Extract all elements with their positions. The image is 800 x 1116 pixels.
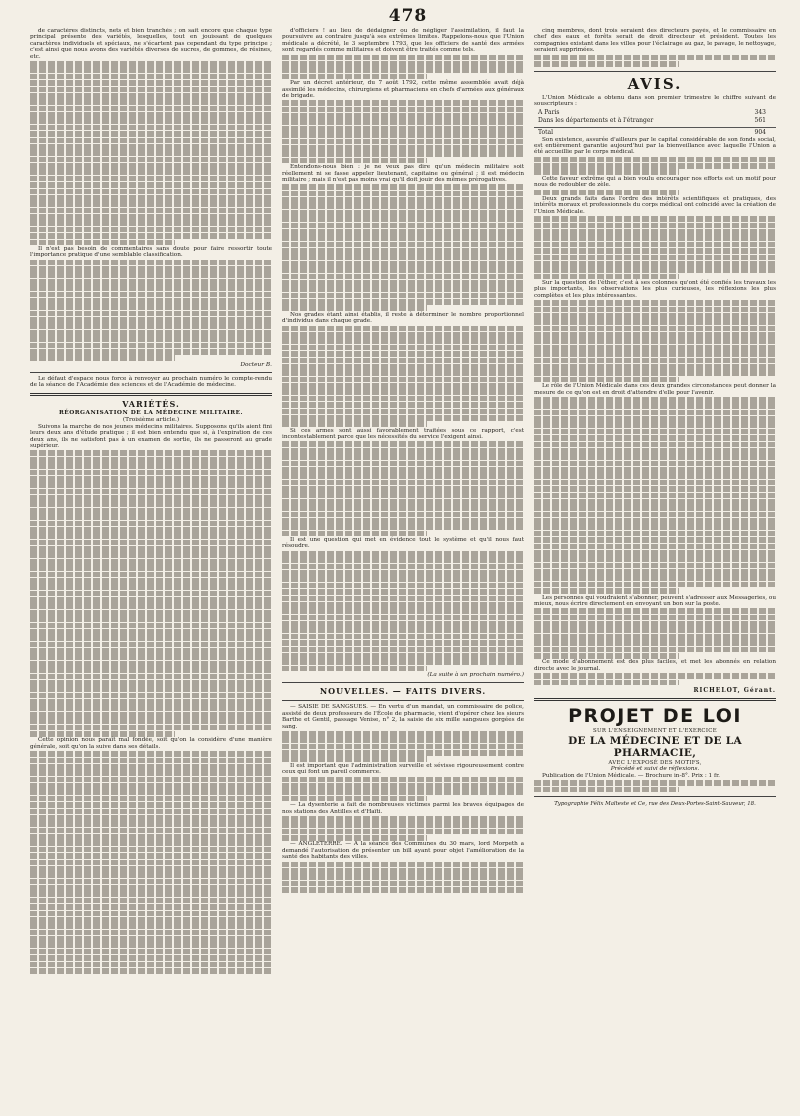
news-item: — ANGLETERRE. — A la séance des Communes du 30 mars, lord Morpeth a demandé l'autorisation de présenter un bill ayant pour objet l'amélioration de la santé des habitants des villes. (282, 841, 524, 861)
advertisement-line: SUR L'ENSEIGNEMENT ET L'EXERCICE (593, 727, 717, 734)
avis-paragraph: Sur la question de l'éther, c'est à ses colonnes qu'ont été confiés les travaux les plus importants, les observations les plus curieuses, les réflexions les plus complètes et les plus intéressantes. (534, 280, 776, 299)
article-paragraph: Cette opinion nous paraît mal fondée, soit qu'on la considère d'une manière générale, soit qu'on la suive dans ses détails. (30, 737, 272, 750)
avis-paragraph: Ce mode d'abonnement est des plus faciles, et met les abonnés en relation directe avec le journal. (534, 659, 776, 672)
avis-paragraph: Le rôle de l'Union Médicale dans ces deux grandes circonstances peut donner la mesure de ce qu'on est en droit d'attendre d'elle pour l'avenir. (534, 383, 776, 396)
section-heading-varietes: VARIÉTÉS. (122, 398, 180, 409)
column-1 (30, 28, 272, 974)
subscriber-row-paris: A Paris 343 (538, 108, 766, 116)
printer-imprint: Typographie Félix Malteste et Ce, rue des Deux-Portes-Saint-Sauveur, 18. (554, 801, 756, 808)
gerant-signature: RICHELOT, Gérant. (693, 687, 776, 695)
notice-paragraph: Le défaut d'espace nous force à renvoyer au prochain numéro le compte-rendu de la séance de l'Académie des sciences et de l'Académie de médecine. (30, 376, 272, 389)
subscriber-row-departements: Dans les départements et à l'étranger 561 (538, 116, 766, 124)
article-paragraph: d'officiers ! au lieu de dédaigner ou de négliger l'assimilation, il faut la poursuivre au contraire jusqu'à ses extrêmes limites. Rappelons-nous que l'Union médicale a décrété, le 3 septembre 1793, que les officiers de santé des armées sont regardés comme militaires et doivent être traités comme tels. (282, 28, 524, 54)
avis-paragraph: Son existence, assurée d'ailleurs par le capital considérable de son fonds social, est entièrement garantie aujourd'hui par la bienveillance avec laquelle l'Union a été accueillie par le corps médical. (534, 136, 776, 156)
page-number: 478 (388, 6, 428, 26)
avis-paragraph: Les personnes qui voudraient s'abonner, peuvent s'adresser aux Messageries, ou mieux, nous écrire directement en envoyant un bon sur la poste. (534, 594, 776, 607)
continued-note: (La suite à un prochain numéro.) (427, 672, 524, 679)
article-paragraph: de caractères distincts, nets et bien tranchés ; on sait encore que chaque type principal présente des variétés, lesquelles, tout en jouissant de quelques caractères individuels et spéciaux, ne s'écartent pas cependant du type principe ; c'est ainsi que nous avons des variétés diverses de sucres, de gommes, de résines, etc. (30, 28, 272, 60)
article-paragraph: Nos grades étant ainsi établis, il reste à déterminer le nombre proportionnel d'individus dans chaque grade. (282, 311, 524, 325)
advertisement-title: PROJET DE LOI (568, 705, 742, 728)
advertisement-headline: DE LA MÉDECINE ET DE LA PHARMACIE, (568, 734, 742, 759)
subscriber-row-total: Total 904 (534, 127, 776, 137)
avis-paragraph: Cette faveur extrême qui a bien voulu encourager nos efforts est un motif pour nous de redoubler de zèle. (534, 175, 776, 189)
article-title: RÉORGANISATION DE LA MÉDECINE MILITAIRE. (58, 409, 244, 416)
news-item: — SAISIE DE SANGSUES. — En vertu d'un mandat, un commissaire de police, assisté de deux professeurs de l'École de pharmacie, vient d'opérer chez les sieurs Barthe et Gentil, passage Venise, n° 2, la saisie de six mille sangsues gorgées de sang. (282, 704, 524, 730)
columns (30, 28, 786, 974)
advertisement-tagline: Précédé et suivi de réflexions. (610, 766, 700, 773)
news-item: Il est important que l'administration surveille et sévisse rigoureusement contre ceux qui font un pareil commerce. (282, 762, 524, 776)
advertisement-publication: Publication de l'Union Médicale. — Brochure in-8°. Prix : 1 fr. (542, 772, 720, 779)
column-3 (534, 28, 776, 974)
article-paragraph: Suivons la marche de nos jeunes médecins militaires. Supposons qu'ils aient fini leurs deux ans d'étude pratique ; il est bien entendu que si, à l'expiration de ces deux ans, ils ne satisfont pas à un examen de sortie, ils ne passeront au grade supérieur. (30, 423, 272, 450)
article-paragraph: cinq membres, dont trois seraient des directeurs payés, et le commissaire en chef des eaux et forêts serait de droit directeur et président. Toutes les compagnies existant dans les villes pour l'éclairage au gaz, le pavage, le nettoyage, seraient supprimées. (534, 28, 776, 54)
avis-intro: L'Union Médicale a obtenu dans son premier trimestre le chiffre suivant de souscripteurs : (534, 94, 776, 108)
avis-paragraph: Deux grands faits dans l'ordre des intérêts scientifiques et pratiques, des intérêts moraux et professionnels du corps médical ont coïncidé avec la création de l'Union Médicale. (534, 196, 776, 215)
article-paragraph: Par un décret antérieur, du 7 août 1792, cette même assemblée avait déjà assimilé les médecins, chirurgiens et pharmaciens en chefs d'armées aux généraux de brigade. (282, 80, 524, 99)
article-subtitle: (Troisième article.) (122, 416, 180, 423)
subscriber-table (534, 109, 776, 137)
article-paragraph: Il est une question qui met en évidence tout le système et qu'il nous faut résoudre. (282, 537, 524, 550)
article-paragraph: Il n'est pas besoin de commentaires sans doute pour faire ressortir toute l'importance pratique d'une semblable classification. (30, 245, 272, 259)
article-signature: Docteur B. (240, 362, 272, 369)
column-2 (282, 28, 524, 974)
article-paragraph: Si ces armes sont aussi favorablement traitées sous ce rapport, c'est incontestablement parce que les nécessités du service l'exigent ainsi. (282, 427, 524, 441)
news-item: — La dysenterie a fait de nombreuses victimes parmi les braves équipages de nos stations des Antilles et d'Haïti. (282, 802, 524, 815)
article-paragraph: Entendons-nous bien : je ne veux pas dire qu'un médecin militaire soit réellement ni se fasse appeler lieutenant, capitaine ou général ; il est médecin militaire ; mais il n'est pas moins vrai qu'il doit jouir des mêmes prérogatives. (282, 164, 524, 183)
avis-heading: AVIS. (627, 74, 683, 93)
advertisement-line: AVEC L'EXPOSÉ DES MOTIFS, (608, 759, 702, 766)
section-heading-nouvelles: NOUVELLES. — FAITS DIVERS. (319, 686, 487, 697)
